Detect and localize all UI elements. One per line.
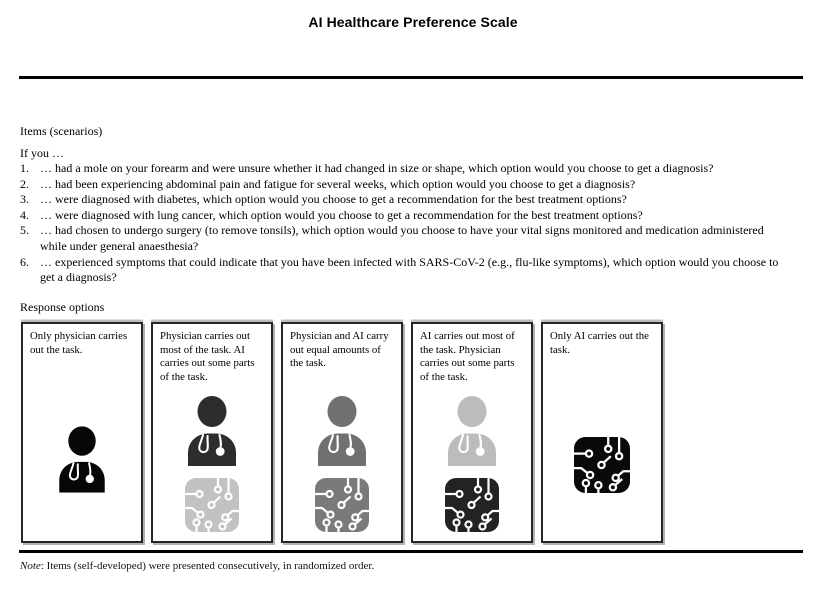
figure-note <box>20 560 374 572</box>
item-number: 4. <box>20 207 29 222</box>
option-box-only-physician <box>21 322 143 543</box>
ai-chip-icon <box>185 478 239 532</box>
option-box-equal <box>281 322 403 543</box>
scenario-items-list <box>20 161 800 286</box>
figure-title: AI Healthcare Preference Scale <box>308 14 518 30</box>
item-number: 1. <box>20 161 29 175</box>
option-label: Only AI carries out the task. <box>550 330 649 356</box>
option-label: Only physician carries out the task. <box>30 330 128 356</box>
ai-chip-icon <box>315 478 369 532</box>
scenario-item <box>20 161 800 177</box>
items-section-heading: Items (scenarios) <box>20 124 103 138</box>
option-label: Physician carries out most of the task. AI carries out some parts of the task. <box>160 330 255 384</box>
item-text: … were diagnosed with diabetes, which option would you choose to get a recommendation for the best treatment options? <box>40 192 627 207</box>
option-label: AI carries out most of the task. Physician carries out some parts of the task. <box>420 330 515 384</box>
item-text: … had chosen to undergo surgery (to remove tonsils), which option would you choose to have your vital signs monitored and medication administered while under general anaesthesia? <box>40 223 764 253</box>
physician-icon <box>56 424 109 495</box>
item-text: … had been experiencing abdominal pain and fatigue for several weeks, which option would you choose to get a diagnosis? <box>40 176 636 191</box>
scenario-item <box>20 192 800 208</box>
item-number: 5. <box>20 223 29 238</box>
response-options-heading: Response options <box>20 300 105 314</box>
option-box-ai-most <box>411 322 533 543</box>
ai-chip-icon <box>445 478 499 532</box>
scenario-item <box>20 223 800 254</box>
ai-chip-icon <box>574 437 630 493</box>
physician-icon <box>184 396 240 466</box>
physician-icon <box>444 396 500 466</box>
scenario-item <box>20 208 800 224</box>
item-text: … were diagnosed with lung cancer, which option would you choose to get a recommendation for the best treatment options? <box>40 207 643 222</box>
note-label: Note <box>20 560 41 572</box>
top-divider <box>19 76 803 79</box>
item-number: 2. <box>20 176 29 191</box>
option-box-physician-most <box>151 322 273 543</box>
option-box-only-ai <box>541 322 663 543</box>
response-options-row <box>21 322 663 543</box>
item-text: … had a mole on your forearm and were unsure whether it had changed in size or shape, which option would you choose to get a diagnosis? <box>40 161 714 175</box>
scenario-item <box>20 177 800 193</box>
item-number: 3. <box>20 192 29 207</box>
note-text: : Items (self-developed) were presented consecutively, in randomized order. <box>40 560 375 572</box>
items-intro: If you … <box>20 146 64 160</box>
option-label: Physician and AI carry out equal amounts of the task. <box>290 330 389 370</box>
bottom-divider <box>19 550 803 553</box>
item-number: 6. <box>20 254 29 269</box>
physician-icon <box>314 396 370 466</box>
item-text: … experienced symptoms that could indicate that you have been infected with SARS-CoV-2 (e.g., flu-like symptoms), which option would you choose to get a diagnosis? <box>40 254 779 285</box>
scenario-item <box>20 255 800 286</box>
